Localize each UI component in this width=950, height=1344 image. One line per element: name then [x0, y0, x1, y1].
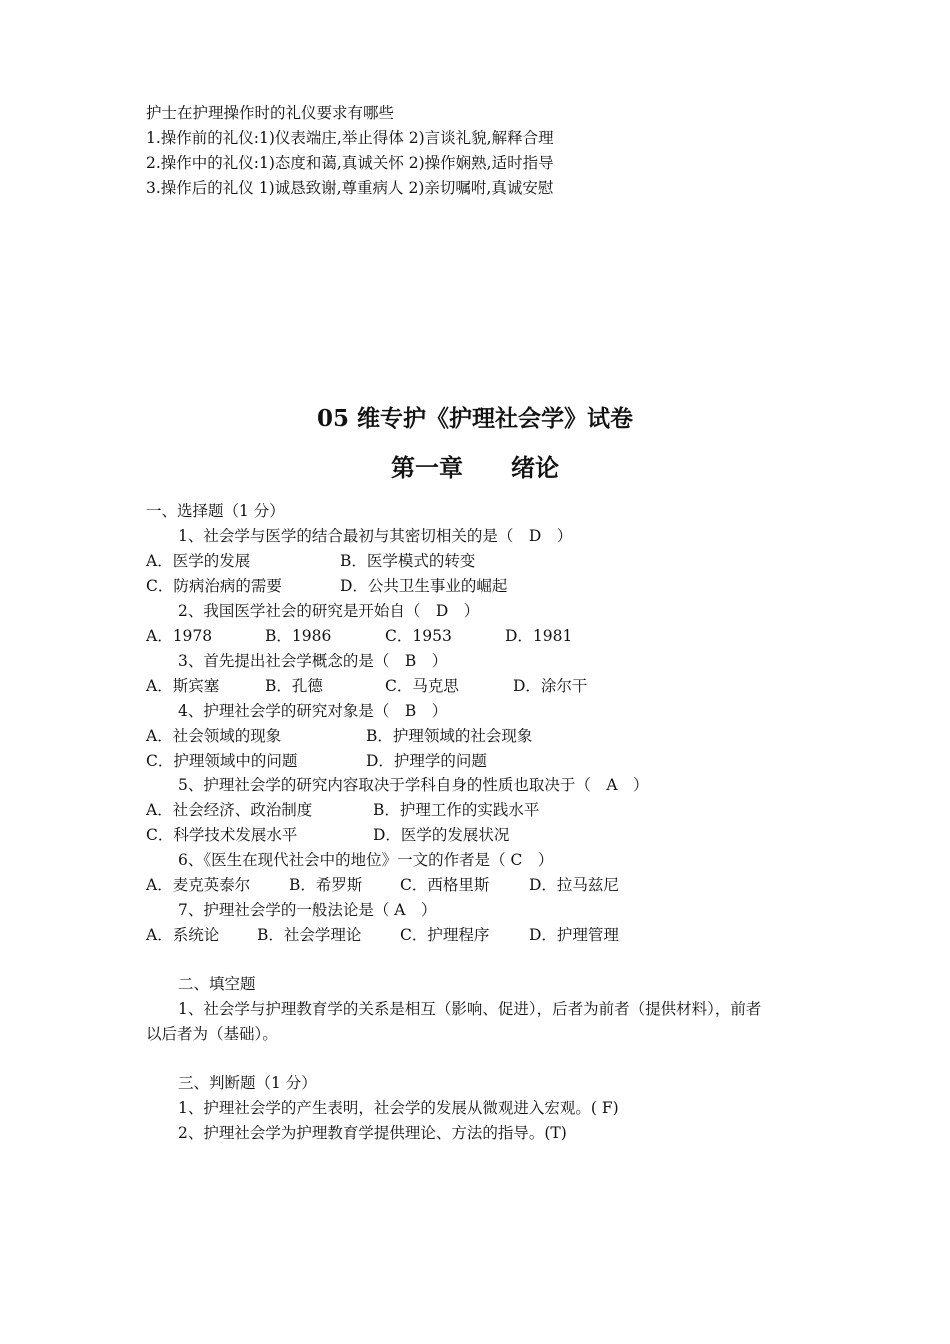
option: D．护理学的问题 — [366, 752, 487, 770]
question-stem: 5、护理社会学的研究内容取决于学科自身的性质也取决于（ A ） — [178, 776, 649, 794]
option: D．1981 — [505, 627, 573, 645]
option: B．医学模式的转变 — [340, 552, 476, 570]
exam-title: 05 维专护《护理社会学》试卷 — [316, 405, 633, 432]
option: C．护理领域中的问题 — [146, 752, 298, 770]
option: A．斯宾塞 — [146, 677, 220, 695]
option: D．医学的发展状况 — [373, 826, 510, 844]
question-stem: 1、社会学与医学的结合最初与其密切相关的是（ D ） — [178, 527, 573, 545]
question-stem: 3、首先提出社会学概念的是（ B ） — [178, 652, 448, 670]
section-heading: 二、填空题 — [178, 975, 256, 993]
judge-item: 1、护理社会学的产生表明，社会学的发展从微观进入宏观。( F) — [178, 1099, 619, 1117]
question-stem: 2、我国医学社会的研究是开始自（ D ） — [178, 602, 480, 620]
question-stem: 6、《医生在现代社会中的地位》一文的作者是（ C ） — [178, 851, 554, 869]
option: B．孔德 — [265, 677, 323, 695]
option: A．医学的发展 — [146, 552, 251, 570]
option: C．西格里斯 — [400, 876, 490, 894]
option: A．社会经济、政治制度 — [146, 801, 313, 819]
intro-item: 2.操作中的礼仪:1)态度和蔼,真诚关怀 2)操作娴熟,适时指导 — [146, 154, 554, 172]
intro-item: 1.操作前的礼仪:1)仪表端庄,举止得体 2)言谈礼貌,解释合理 — [146, 129, 554, 147]
chapter-title: 第一章 绪论 — [391, 453, 559, 482]
option: D．拉马兹尼 — [529, 876, 619, 894]
fill-question: 1、社会学与护理教育学的关系是相互（影响、促进），后者为前者（提供材料），前者 — [178, 1000, 762, 1018]
fill-question-continued: 以后者为（基础）。 — [146, 1025, 278, 1043]
question-stem: 4、护理社会学的研究对象是（ B ） — [178, 702, 448, 720]
option: B．社会学理论 — [257, 926, 362, 944]
intro-heading: 护士在护理操作时的礼仪要求有哪些 — [146, 104, 395, 122]
option: C．护理程序 — [400, 926, 490, 944]
section-heading: 三、判断题（1 分） — [178, 1074, 317, 1092]
option: B．希罗斯 — [289, 876, 363, 894]
option: D．护理管理 — [529, 926, 619, 944]
option: C．科学技术发展水平 — [146, 826, 298, 844]
option: B．护理工作的实践水平 — [373, 801, 540, 819]
question-stem: 7、护理社会学的一般法论是（ A ） — [178, 901, 437, 919]
option: B．护理领域的社会现象 — [366, 727, 533, 745]
section-heading: 一、选择题（1 分） — [146, 502, 285, 520]
option: A．社会领域的现象 — [146, 727, 282, 745]
judge-item: 2、护理社会学为护理教育学提供理论、方法的指导。(T) — [178, 1124, 567, 1142]
option: D．公共卫生事业的崛起 — [340, 577, 508, 595]
option: A．系统论 — [146, 926, 220, 944]
option: C．马克思 — [385, 677, 459, 695]
option: B．1986 — [265, 627, 332, 645]
option: C．防病治病的需要 — [146, 577, 282, 595]
option: D．涂尔干 — [513, 677, 588, 695]
option: A．1978 — [146, 627, 213, 645]
option: A．麦克英泰尔 — [146, 876, 251, 894]
option: C．1953 — [385, 627, 452, 645]
intro-item: 3.操作后的礼仪 1)诚恳致谢,尊重病人 2)亲切嘱咐,真诚安慰 — [146, 179, 554, 197]
